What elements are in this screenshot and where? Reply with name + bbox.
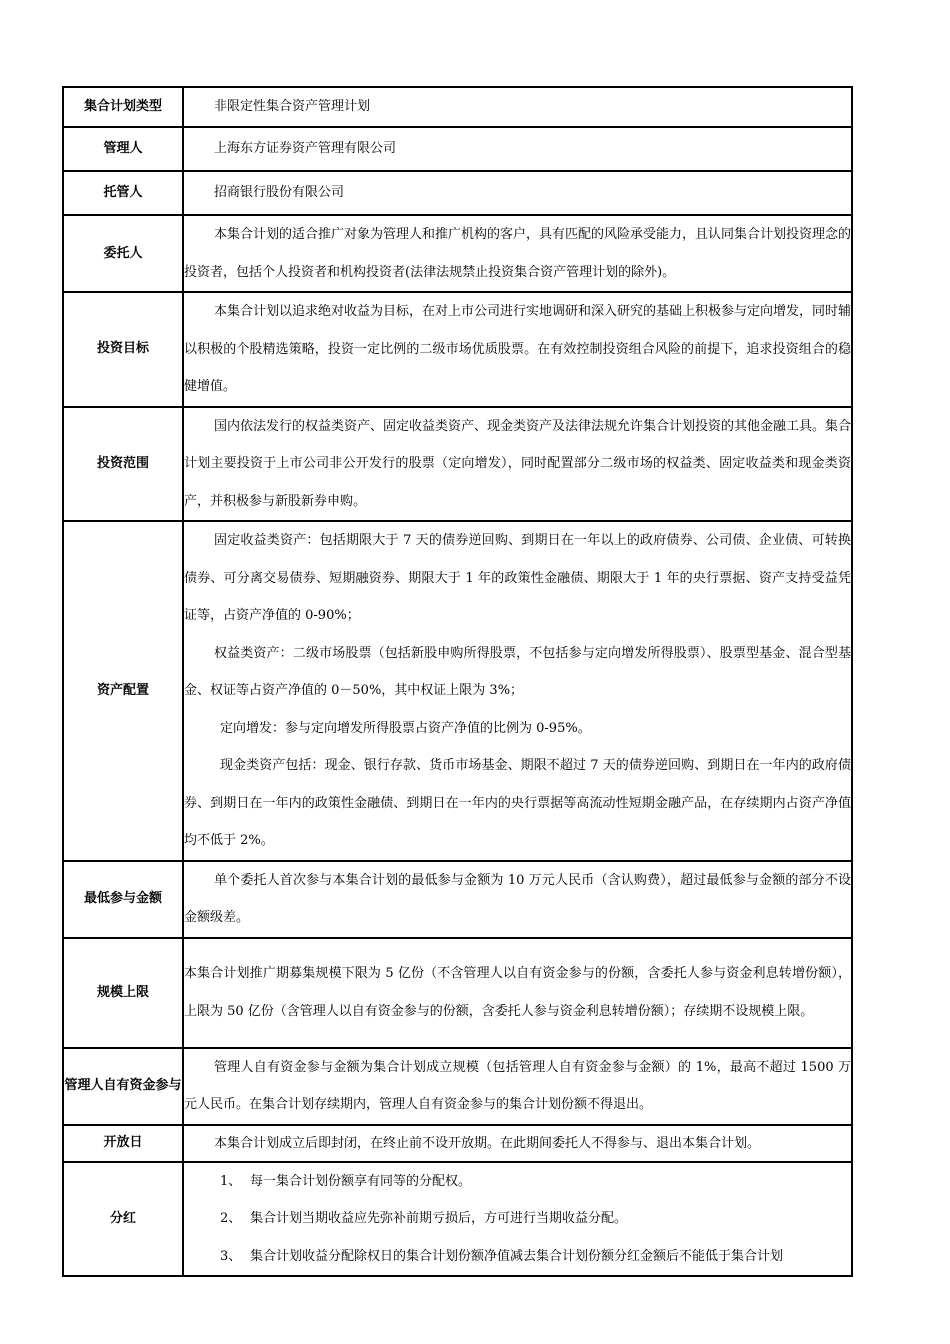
- paragraph: 权益类资产：二级市场股票（包括新股申购所得股票，不包括参与定向增发所得股票）、股票型基金、混合型基金、权证等占资产净值的 0－50%，其中权证上限为 3%；: [184, 645, 851, 698]
- row-label: 规模上限: [63, 938, 183, 1048]
- row-label: 分红: [63, 1162, 183, 1277]
- table-row: [63, 171, 852, 215]
- row-label: 托管人: [63, 171, 183, 215]
- list-item: [184, 1200, 851, 1238]
- table-row: [63, 521, 852, 861]
- row-value: 招商银行股份有限公司: [183, 171, 852, 215]
- row-label: 资产配置: [63, 521, 183, 861]
- paragraph: 固定收益类资产：包括期限大于 7 天的债券逆回购、到期日在一年以上的政府债券、公司债、企业债、可转换债券、可分离交易债券、短期融资券、期限大于 1 年的政策性金融债、期限大于 1 年的央行票据、资产支持受益凭证等，占资产净值的 0-90%；: [184, 533, 851, 623]
- table-row: [63, 127, 852, 171]
- table-row: [63, 215, 852, 292]
- paragraph: 单个委托人首次参与本集合计划的最低参与金额为 10 万元人民币（含认购费），超过最低参与金额的部分不设金额级差。: [184, 872, 851, 925]
- table-row: [63, 407, 852, 522]
- row-label: 开放日: [63, 1125, 183, 1162]
- paragraph: 定向增发：参与定向增发所得股票占资产净值的比例为 0-95%。: [220, 720, 591, 736]
- list-item: [184, 1163, 851, 1201]
- paragraph: 现金类资产包括：现金、银行存款、货币市场基金、期限不超过 7 天的债券逆回购、到期日在一年内的政府债券、到期日在一年内的政策性金融债、到期日在一年内的央行票据等高流动性短期金融产品，在存续期内占资产净值均不低于 2%。: [184, 758, 851, 848]
- table-row: [63, 938, 852, 1048]
- list-text: 每一集合计划份额享有同等的分配权。: [250, 1173, 472, 1189]
- table-row: [63, 861, 852, 938]
- row-label: 投资范围: [63, 407, 183, 522]
- table-row: [63, 1125, 852, 1162]
- row-value: [183, 1125, 852, 1162]
- paragraph: 本集合计划以追求绝对收益为目标，在对上市公司进行实地调研和深入研究的基础上积极参与定向增发，同时辅以积极的个股精选策略，投资一定比例的二级市场优质股票。在有效控制投资组合风险的前提下，追求投资组合的稳健增值。: [184, 304, 852, 394]
- row-value: [183, 407, 852, 522]
- row-label: 管理人自有资金参与: [63, 1048, 183, 1125]
- row-value: 非限定性集合资产管理计划: [183, 87, 852, 127]
- table-row: [63, 1048, 852, 1125]
- plan-summary-table: [62, 86, 853, 1277]
- list-number: 2、: [220, 1211, 242, 1226]
- list-number: 1、: [220, 1173, 242, 1189]
- row-label: 集合计划类型: [63, 87, 183, 127]
- list-text: 集合计划当期收益应先弥补前期亏损后，方可进行当期收益分配。: [250, 1211, 628, 1226]
- row-label: 委托人: [63, 215, 183, 292]
- list-item: [184, 1238, 851, 1276]
- row-value: [183, 1048, 852, 1125]
- row-label: 最低参与金额: [63, 861, 183, 938]
- row-value: 上海东方证券资产管理有限公司: [183, 127, 852, 171]
- row-value: [183, 292, 852, 407]
- row-label: 管理人: [63, 127, 183, 171]
- paragraph: 管理人自有资金参与金额为集合计划成立规模（包括管理人自有资金参与金额）的 1%，最高不超过 1500 万元人民币。在集合计划存续期内，管理人自有资金参与的集合计划份额不得退出。: [184, 1059, 851, 1112]
- paragraph: 国内依法发行的权益类资产、固定收益类资产、现金类资产及法律法规允许集合计划投资的其他金融工具。集合计划主要投资于上市公司非公开发行的股票（定向增发），同时配置部分二级市场的权益类、固定收益类和现金类资产，并积极参与新股新券申购。: [184, 418, 852, 509]
- row-value: [183, 1162, 852, 1277]
- paragraph: 本集合计划成立后即封闭，在终止前不设开放期。在此期间委托人不得参与、退出本集合计划。: [214, 1135, 761, 1151]
- paragraph: 本集合计划的适合推广对象为管理人和推广机构的客户，具有匹配的风险承受能力，且认同集合计划投资理念的投资者，包括个人投资者和机构投资者(法律法规禁止投资集合资产管理计划的除外)。: [184, 227, 852, 280]
- list-number: 3、: [220, 1248, 242, 1264]
- row-label: 投资目标: [63, 292, 183, 407]
- table-row: [63, 87, 852, 127]
- row-value: [183, 215, 852, 292]
- row-value: [183, 861, 852, 938]
- row-value: [183, 938, 852, 1048]
- table-row: [63, 1162, 852, 1277]
- row-value: [183, 521, 852, 861]
- paragraph: 本集合计划推广期募集规模下限为 5 亿份（不含管理人以自有资金参与的份额，含委托人参与资金利息转增份额），上限为 50 亿份（含管理人以自有资金参与的份额，含委托人参与资金利息转增份额）；存续期不设规模上限。: [184, 966, 851, 1019]
- list-text: 集合计划收益分配除权日的集合计划份额净值减去集合计划份额分红金额后不能低于集合计划: [250, 1248, 784, 1264]
- table-row: [63, 292, 852, 407]
